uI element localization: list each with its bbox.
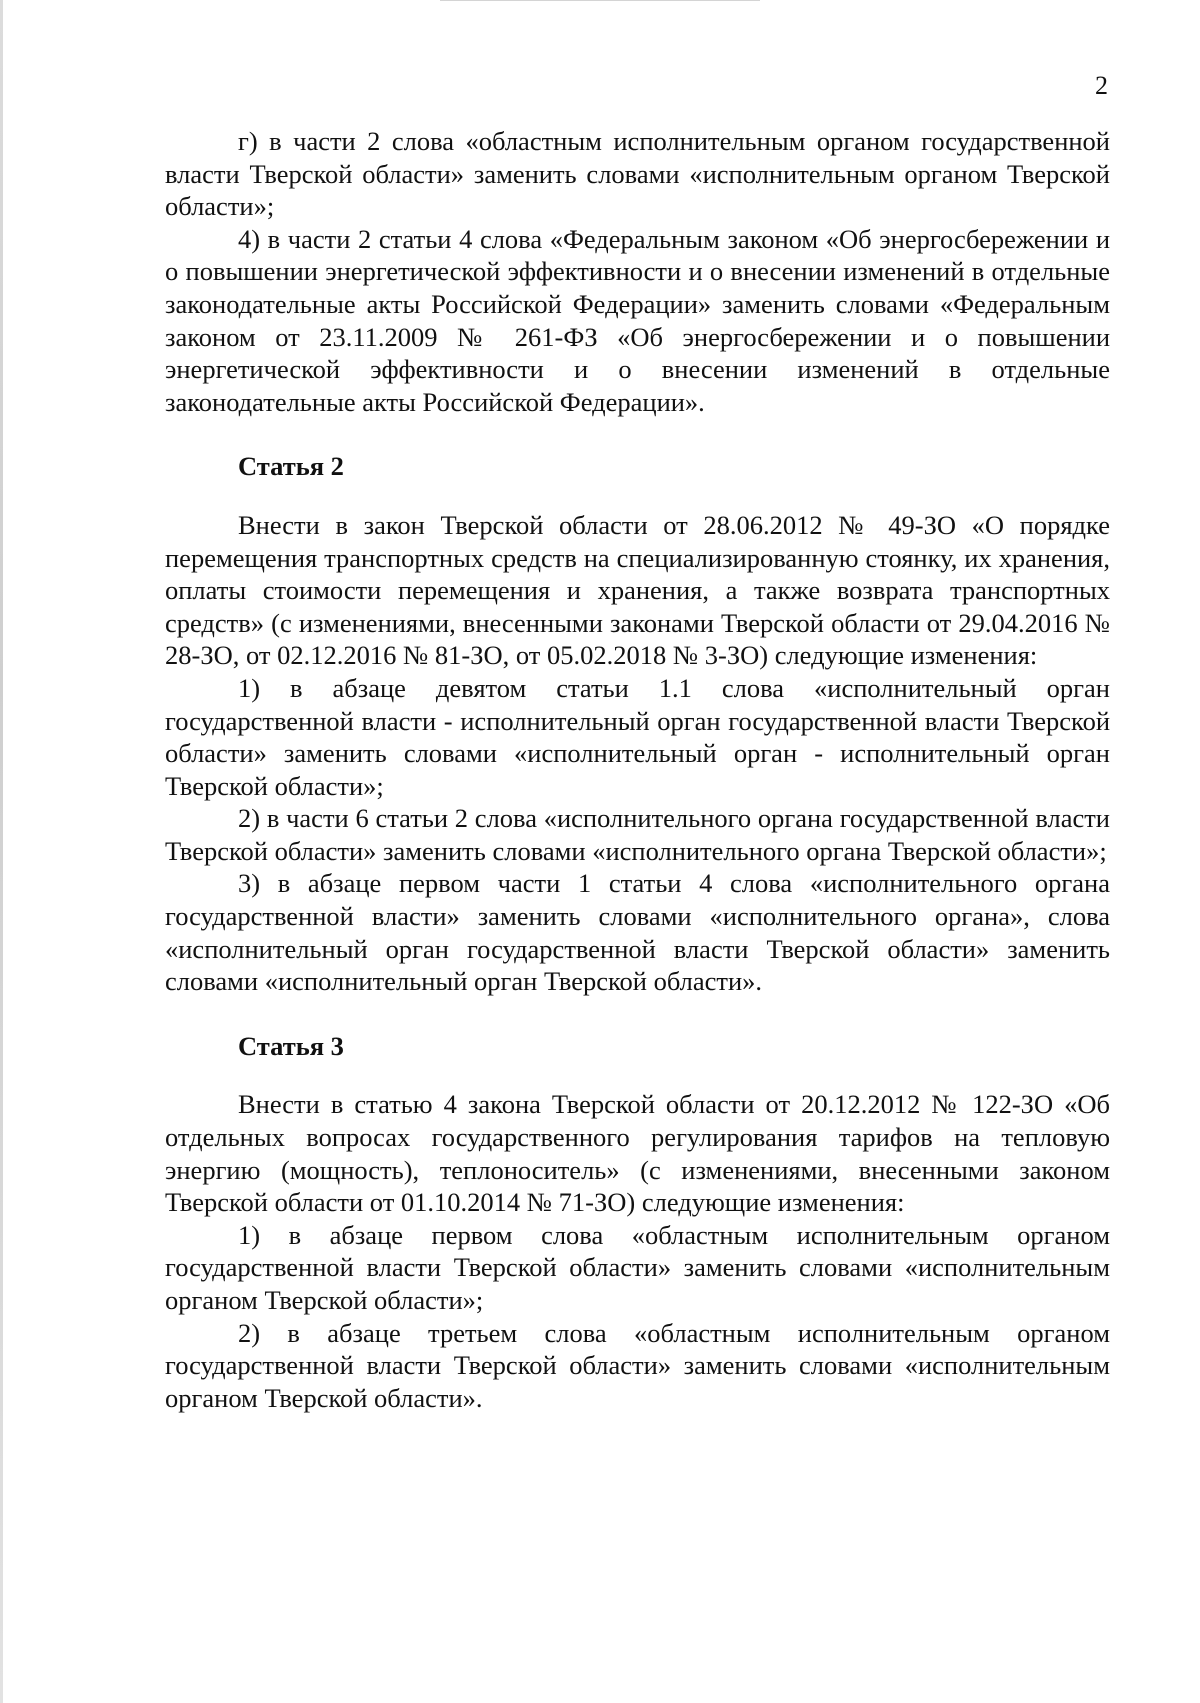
article-2-item-1: 1) в абзаце девятом статьи 1.1 слова «исполнительный орган государственной власти - исполнительный орган государственной власти Тверской области» заменить словами «исполнительный орган - исполнительный орган Тверской области»; — [165, 672, 1110, 801]
spacer — [165, 1062, 1110, 1088]
scan-edge — [0, 0, 3, 1703]
article-2-heading: Статья 2 — [238, 451, 344, 482]
article-3-item-2: 2) в абзаце третьем слова «областным исполнительным органом государственной власти Тверской области» заменить словами «исполнительным органом Тверской области». — [165, 1317, 1110, 1413]
article-2-item-2: 2) в части 6 статьи 2 слова «исполнительного органа государственной власти Тверской области» заменить словами «исполнительного органа Тверской области»; — [165, 803, 1110, 866]
spacer — [165, 418, 1110, 450]
page-number: 2 — [1095, 71, 1108, 100]
article-2-item-3: 3) в абзаце первом части 1 статьи 4 слова «исполнительного органа государственной власти» заменить словами «исполнительного органа», слова «исполнительный орган государственной власти Тверской области» заменить словами «исполнительный орган Тверской области». — [165, 868, 1110, 997]
document-body — [165, 125, 1110, 1414]
paragraph-item-4: 4) в части 2 статьи 4 слова «Федеральным законом «Об энергосбережении и о повышении энергетической эффективности и о внесении изменений в отдельные законодательные акты Российской Федерации» заменить словами «Федеральным законом от 23.11.2009 № 261-ФЗ «Об энергосбережении и о повышении энергетической эффективности и о внесении изменений в отдельные законодательные акты Российской Федерации». — [165, 223, 1110, 417]
spacer — [165, 483, 1110, 509]
spacer — [165, 998, 1110, 1030]
article-3-intro: Внести в статью 4 закона Тверской области от 20.12.2012 № 122-ЗО «Об отдельных вопросах государственного регулирования тарифов на тепловую энергию (мощность), теплоноситель» (с изменениями, внесенными законом Тверской области от 01.10.2014 № 71-ЗО) следующие изменения: — [165, 1089, 1110, 1218]
article-3-heading: Статья 3 — [238, 1030, 344, 1061]
paragraph-item-g: г) в части 2 слова «областным исполнительным органом государственной власти Тверской области» заменить словами «исполнительным органом Тверской области»; — [165, 126, 1110, 222]
scan-top-line — [440, 0, 760, 1]
article-3-item-1: 1) в абзаце первом слова «областным исполнительным органом государственной власти Тверской области» заменить словами «исполнительным органом Тверской области»; — [165, 1219, 1110, 1315]
article-2-intro: Внести в закон Тверской области от 28.06.2012 № 49-ЗО «О порядке перемещения транспортных средств на специализированную стоянку, их хранения, оплаты стоимости перемещения и хранения, а также возврата транспортных средств» (с изменениями, внесенными законами Тверской области от 29.04.2016 № 28-ЗО, от 02.12.2016 № 81-ЗО, от 05.02.2018 № 3-ЗО) следующие изменения: — [165, 509, 1110, 671]
